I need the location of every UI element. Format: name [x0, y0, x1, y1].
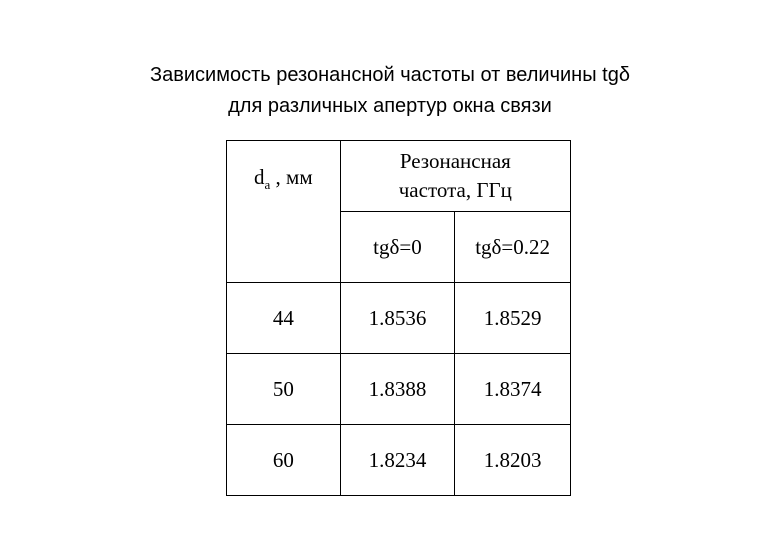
table-header-row [227, 141, 571, 212]
table-row [227, 283, 571, 354]
resonance-frequency-header-line-1: Резонансная [399, 149, 511, 173]
table-row [227, 354, 571, 425]
aperture-subscript: a [264, 177, 271, 192]
cell-aperture: 50 [227, 354, 341, 425]
cell-freq-tg-0: 1.8388 [340, 354, 455, 425]
cell-freq-tg-022: 1.8374 [455, 354, 571, 425]
aperture-symbol: d [254, 165, 265, 189]
cell-aperture: 44 [227, 283, 341, 354]
cell-freq-tg-0: 1.8536 [340, 283, 455, 354]
cell-freq-tg-022: 1.8203 [455, 425, 571, 496]
subheader-tg-0: tgδ=0 [340, 212, 455, 283]
aperture-unit: , мм [270, 165, 313, 189]
page-title-line-1: Зависимость резонансной частоты от величины tgδ [150, 64, 630, 86]
resonance-frequency-table [226, 140, 571, 496]
page-title-line-2: для различных апертур окна связи [228, 95, 552, 117]
aperture-diameter-header [227, 141, 341, 283]
table-row [227, 425, 571, 496]
cell-aperture: 60 [227, 425, 341, 496]
cell-freq-tg-022: 1.8529 [455, 283, 571, 354]
cell-freq-tg-0: 1.8234 [340, 425, 455, 496]
resonance-frequency-header-line-2: частота, ГГц [398, 178, 512, 202]
subheader-tg-022: tgδ=0.22 [455, 212, 571, 283]
resonance-frequency-header [340, 141, 570, 212]
